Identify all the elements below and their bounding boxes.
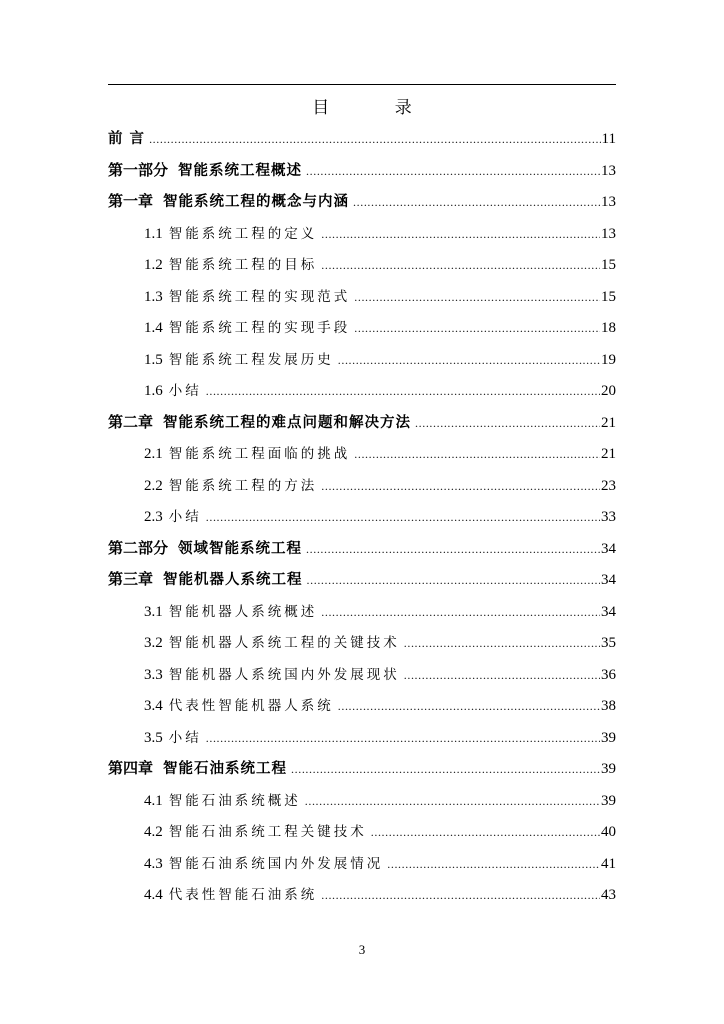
toc-entry-page: 34 bbox=[601, 572, 616, 588]
toc-entry-number: 第二章 bbox=[108, 414, 154, 431]
toc-entry-number: 3.1 bbox=[144, 603, 163, 620]
toc-entry-title: 智能系统工程的实现范式 bbox=[168, 288, 351, 305]
dot-leader bbox=[338, 345, 600, 377]
toc-entry-number: 4.4 bbox=[144, 887, 163, 903]
toc-entry-title: 智能石油系统工程关键技术 bbox=[168, 824, 367, 840]
toc-entry-number: 1.2 bbox=[144, 257, 163, 273]
toc-entry-page: 41 bbox=[601, 855, 616, 872]
dot-leader bbox=[149, 124, 600, 156]
toc-entry[interactable] bbox=[108, 723, 616, 755]
dot-leader bbox=[354, 282, 600, 314]
toc-entry-title: 小结 bbox=[168, 729, 202, 746]
toc-entry-page: 34 bbox=[601, 603, 616, 620]
toc-entry-number: 第一部分 bbox=[108, 162, 169, 179]
toc-entry-page: 20 bbox=[601, 383, 616, 399]
toc-entry[interactable] bbox=[108, 660, 616, 692]
toc-entry[interactable] bbox=[108, 754, 616, 786]
toc-entry[interactable] bbox=[108, 187, 616, 219]
dot-leader bbox=[354, 313, 600, 345]
toc-entry-page: 18 bbox=[601, 320, 616, 336]
toc-entry-number: 第三章 bbox=[108, 572, 154, 588]
toc-entry-page: 11 bbox=[601, 131, 616, 147]
toc-entry[interactable] bbox=[108, 565, 616, 597]
toc-entry-title: 智能石油系统国内外发展情况 bbox=[168, 855, 384, 872]
toc-entry-number: 1.6 bbox=[144, 383, 163, 399]
toc-entry[interactable] bbox=[108, 880, 616, 912]
toc-entry-page: 39 bbox=[601, 792, 616, 809]
toc-entry-title: 智能石油系统工程 bbox=[163, 761, 288, 777]
toc-entry-number: 2.2 bbox=[144, 477, 163, 494]
toc-entry[interactable] bbox=[108, 345, 616, 377]
toc-entry-page: 36 bbox=[601, 666, 616, 683]
toc-entry-number: 4.2 bbox=[144, 824, 163, 840]
dot-leader bbox=[206, 502, 600, 534]
toc-entry-number: 4.1 bbox=[144, 792, 163, 809]
toc-entry[interactable] bbox=[108, 156, 616, 188]
toc-entry[interactable] bbox=[108, 219, 616, 251]
toc-entry-number: 第二部分 bbox=[108, 540, 169, 557]
toc-entry-page: 21 bbox=[601, 414, 616, 431]
toc-entry-number: 第一章 bbox=[108, 194, 154, 210]
toc-entry-page: 21 bbox=[601, 446, 616, 462]
toc-entry-title: 智能系统工程面临的挑战 bbox=[168, 446, 351, 462]
toc-entry[interactable] bbox=[108, 786, 616, 818]
toc-entry[interactable] bbox=[108, 313, 616, 345]
toc-entry-title: 智能系统工程的定义 bbox=[168, 225, 318, 242]
toc-entry[interactable] bbox=[108, 502, 616, 534]
dot-leader bbox=[354, 439, 600, 471]
toc-entry[interactable] bbox=[108, 597, 616, 629]
toc-entry-title: 智能系统工程的目标 bbox=[168, 257, 318, 273]
dot-leader bbox=[353, 187, 600, 219]
toc-entry-number: 3.5 bbox=[144, 729, 163, 746]
toc-entry-title: 代表性智能石油系统 bbox=[168, 887, 318, 903]
toc-entry-title: 智能系统工程发展历史 bbox=[168, 351, 334, 368]
dot-leader bbox=[307, 565, 600, 597]
toc-entry-page: 15 bbox=[601, 257, 616, 273]
toc-entry-number: 1.1 bbox=[144, 225, 163, 242]
dot-leader bbox=[371, 817, 600, 849]
dot-leader bbox=[321, 471, 600, 503]
dot-leader bbox=[321, 219, 600, 251]
toc-entry-number: 1.4 bbox=[144, 320, 163, 336]
toc-entry-page: 39 bbox=[601, 761, 616, 777]
toc-entry[interactable] bbox=[108, 282, 616, 314]
toc-entry-number: 2.1 bbox=[144, 446, 163, 462]
dot-leader bbox=[306, 534, 600, 566]
toc-entry-page: 40 bbox=[601, 824, 616, 840]
toc-entry-page: 13 bbox=[601, 194, 616, 210]
toc-entry-number: 4.3 bbox=[144, 855, 163, 872]
dot-leader bbox=[404, 628, 600, 660]
toc-entry-page: 23 bbox=[601, 477, 616, 494]
toc-entry[interactable] bbox=[108, 628, 616, 660]
toc-entry[interactable] bbox=[108, 376, 616, 408]
toc-entry-page: 39 bbox=[601, 729, 616, 746]
toc-entry-page: 19 bbox=[601, 351, 616, 368]
toc-entry-number: 3.3 bbox=[144, 666, 163, 683]
toc-entry-number: 3.4 bbox=[144, 698, 163, 714]
toc-entry-page: 34 bbox=[601, 540, 616, 557]
dot-leader bbox=[321, 880, 600, 912]
dot-leader bbox=[415, 408, 600, 440]
toc-entry[interactable] bbox=[108, 439, 616, 471]
dot-leader bbox=[291, 754, 600, 786]
toc-entry-page: 35 bbox=[601, 635, 616, 651]
toc-entry-title: 智能机器人系统工程 bbox=[163, 572, 303, 588]
toc-entry[interactable] bbox=[108, 124, 616, 156]
dot-leader bbox=[306, 156, 600, 188]
toc-entry-title: 智能石油系统概述 bbox=[168, 792, 301, 809]
toc-entry-page: 38 bbox=[601, 698, 616, 714]
page-number: 3 bbox=[358, 942, 366, 957]
toc-entry-title: 领域智能系统工程 bbox=[178, 540, 303, 557]
toc-entry-number: 2.3 bbox=[144, 509, 163, 525]
toc-entry-title: 智能机器人系统概述 bbox=[168, 603, 318, 620]
toc-entry-title: 智能系统工程的难点问题和解决方法 bbox=[163, 414, 412, 431]
toc-entry-page: 15 bbox=[601, 288, 616, 305]
toc-entry[interactable] bbox=[108, 817, 616, 849]
header-rule bbox=[108, 84, 616, 85]
toc-entry-number: 1.5 bbox=[144, 351, 163, 368]
toc-entry-title: 智能系统工程的实现手段 bbox=[168, 320, 351, 336]
dot-leader bbox=[321, 597, 600, 629]
dot-leader bbox=[206, 723, 600, 755]
toc-entry-title: 智能机器人系统工程的关键技术 bbox=[168, 635, 400, 651]
toc-entry-title: 代表性智能机器人系统 bbox=[168, 698, 334, 714]
toc-entry[interactable] bbox=[108, 534, 616, 566]
toc-entry-title: 前 言 bbox=[108, 131, 146, 147]
toc-entry-title: 智能系统工程的方法 bbox=[168, 477, 318, 494]
toc-entry[interactable] bbox=[108, 691, 616, 723]
toc-entry[interactable] bbox=[108, 408, 616, 440]
toc-entry[interactable] bbox=[108, 250, 616, 282]
toc-entry[interactable] bbox=[108, 471, 616, 503]
toc-entry-page: 33 bbox=[601, 509, 616, 525]
toc-entry[interactable] bbox=[108, 849, 616, 881]
toc-entry-page: 43 bbox=[601, 887, 616, 903]
toc-entry-title: 智能机器人系统国内外发展现状 bbox=[168, 666, 400, 683]
toc-title: 目 录 bbox=[312, 98, 442, 118]
dot-leader bbox=[321, 250, 600, 282]
dot-leader bbox=[338, 691, 600, 723]
toc-entry-number: 第四章 bbox=[108, 761, 154, 777]
toc-entry-page: 13 bbox=[601, 162, 616, 179]
toc-entry-title: 小结 bbox=[168, 509, 202, 525]
toc-entry-title: 智能系统工程的概念与内涵 bbox=[163, 194, 350, 210]
toc-entry-title: 智能系统工程概述 bbox=[178, 162, 303, 179]
toc-entry-title: 小结 bbox=[168, 383, 202, 399]
dot-leader bbox=[206, 376, 600, 408]
dot-leader bbox=[387, 849, 600, 881]
dot-leader bbox=[404, 660, 600, 692]
toc-entry-number: 1.3 bbox=[144, 288, 163, 305]
table-of-contents bbox=[108, 124, 616, 912]
toc-entry-number: 3.2 bbox=[144, 635, 163, 651]
dot-leader bbox=[305, 786, 600, 818]
toc-entry-page: 13 bbox=[601, 225, 616, 242]
